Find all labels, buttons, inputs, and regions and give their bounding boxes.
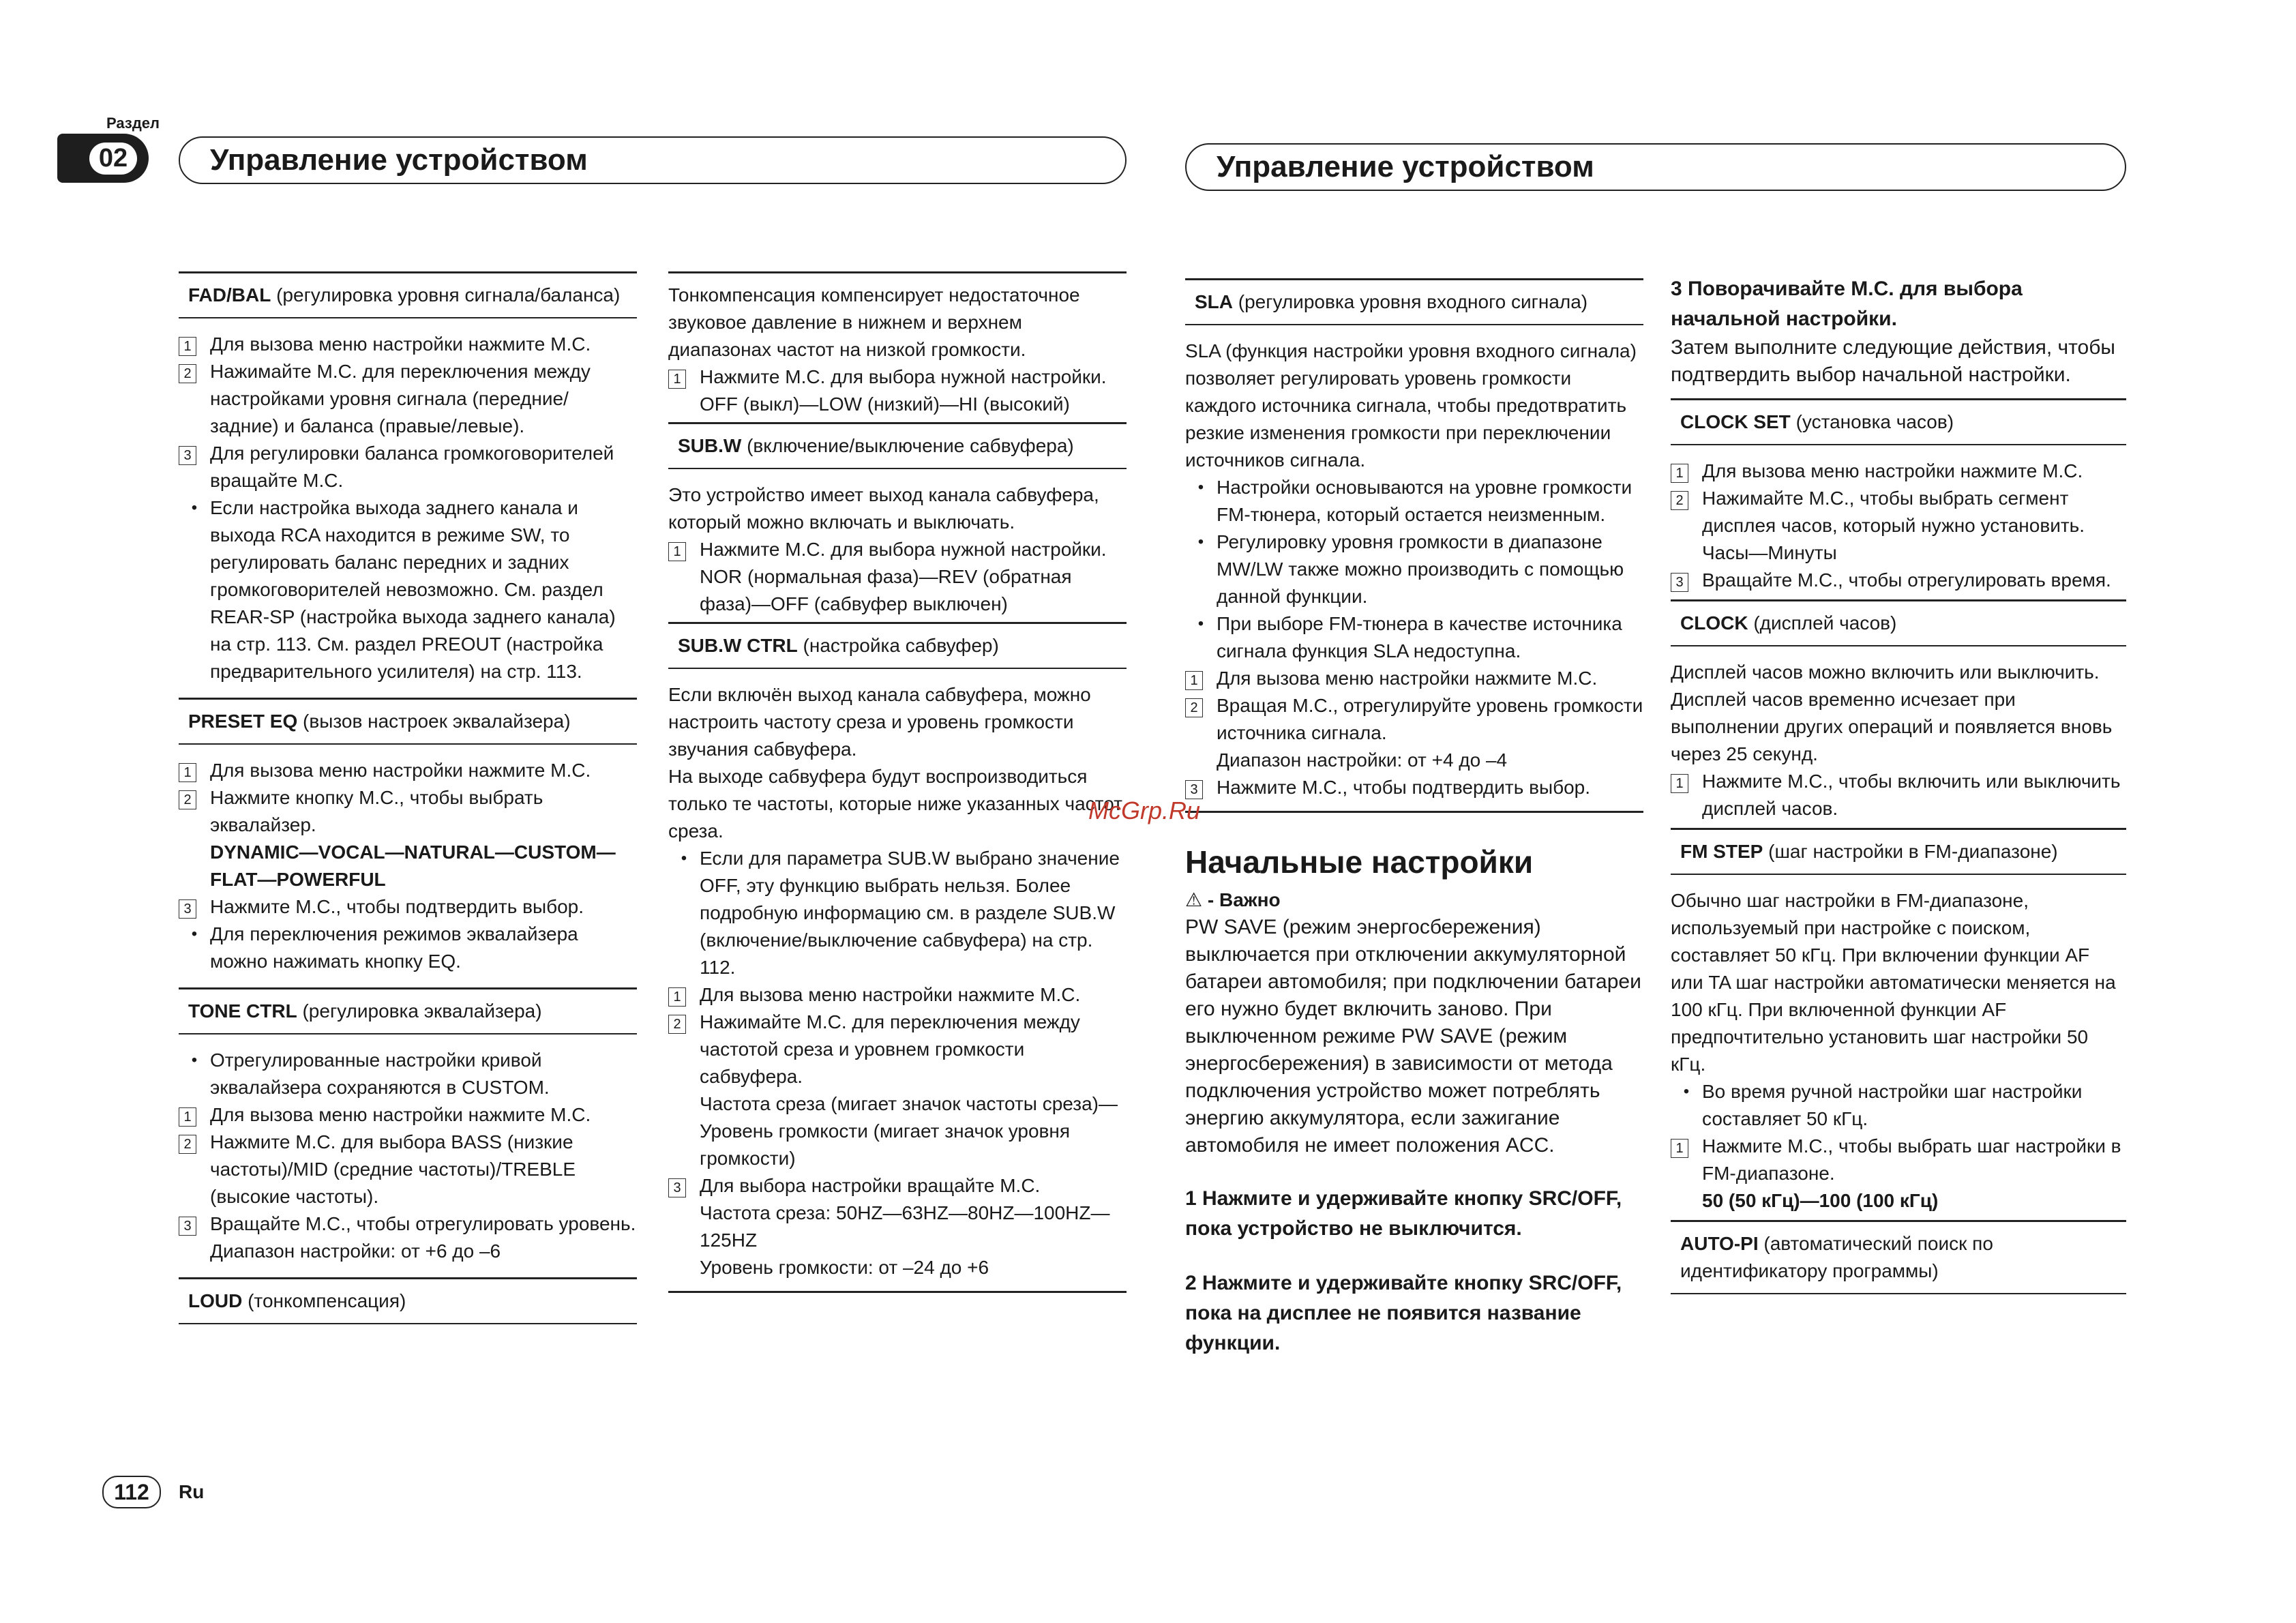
list-item: 1 Нажмите M.C. для выбора нужной настройки. <box>668 536 1127 563</box>
list-item: 1 Для вызова меню настройки нажмите M.C. <box>179 1101 637 1129</box>
list-item: 2 Нажимайте M.C., чтобы выбрать сегмент дисплея часов, который нужно установить. <box>1671 485 2126 539</box>
list-item: 3 Нажмите M.C., чтобы подтвердить выбор. <box>179 893 637 921</box>
list-item: 2 Нажмите кнопку M.C., чтобы выбрать эквалайзер. <box>179 784 637 839</box>
sla-heading: SLA (регулировка уровня входного сигнала) <box>1185 278 1643 325</box>
fm-step-heading: FM STEP (шаг настройки в FM-диапазоне) <box>1671 828 2126 875</box>
column-4: 3 Поворачивайте M.C. для выбора начальной настройки. Затем выполните следующие действия, чтобы подтвердить выбор начальной настройки. CLOCK SET (установка часов) 1 Для вызова меню настройки нажмите M.C. 2 Нажимайте M.C., чтобы выбрать сегмент дисплея часов, который нужно установить. Часы—Минуты 3 Вращайте M.C., чтобы отрегулировать время. CLOCK (дисплей часов) Дисплей часов можно включить или выключить. Дисплей часов временно исчезает при выполнении других операций и появляется вновь через 25 секунд. 1 Нажмите M.C., чтобы включить или выключить дисплей часов. FM STEP (шаг настройки в FM-диапазоне) Обычно шаг настройки в FM-диапазоне, используемый при настройке с поиском, составляет 50 кГц. При включении функции AF или TA шаг настройки автоматически меняется на 100 кГц. При включенной функции AF предпочтительно установить шаг настройки 50 кГц. • Во время ручной настройки шаг настройки составляет 50 кГц. 1 Нажмите M.C., чтобы выбрать шаг настройки в FM-диапазоне. 50 (50 кГц)—100 (100 кГц) AUTO-PI (автоматический поиск по идентификатору программы) <box>1671 274 2126 1307</box>
important-note: ⚠ - Важно <box>1185 889 1281 910</box>
loud-heading: LOUD (тонкомпенсация) <box>179 1277 637 1324</box>
bullet-item: • Если для параметра SUB.W выбрано значение OFF, эту функцию выбрать нельзя. Более подробную информацию см. в разделе SUB.W (включение/выключение сабвуфера) на стр. 112. <box>681 848 1120 978</box>
header-right-title: Управление устройством <box>1217 150 1594 183</box>
list-item: 2 Нажмите M.C. для выбора BASS (низкие частоты)/MID (средние частоты)/TREBLE (высокие частоты). <box>179 1129 637 1210</box>
header-left <box>179 136 1127 184</box>
clock-heading: CLOCK (дисплей часов) <box>1671 599 2126 646</box>
clock-set-heading: CLOCK SET (установка часов) <box>1671 398 2126 445</box>
header-left-title: Управление устройством <box>210 143 588 177</box>
fad-bal-heading <box>179 271 637 318</box>
bullet-item: • Настройки основываются на уровне громкости FM-тюнера, который остается неизменным. <box>1197 477 1632 525</box>
loud-text: Тонкомпенсация компенсирует недостаточное звуковое давление в нижнем и верхнем диапазонах частот на низкой громкости. <box>668 284 1080 360</box>
list-item: 2 Нажимайте M.C. для переключения между частотой среза и уровнем громкости сабвуфера. <box>668 1009 1127 1090</box>
bullet-item: • Во время ручной настройки шаг настройки составляет 50 кГц. <box>1683 1081 2083 1129</box>
header-right <box>1185 143 2126 191</box>
list-item: 3 Вращайте M.C., чтобы отрегулировать время. <box>1671 567 2126 594</box>
list-item: 2 Нажимайте M.C. для переключения между настройками уровня сигнала (передние/задние) и баланса (правые/левые). <box>179 358 637 440</box>
list-item: 1 Нажмите M.C., чтобы выбрать шаг настройки в FM-диапазоне. <box>1671 1133 2126 1187</box>
bullet-item: • Если настройка выхода заднего канала и выхода RCA находится в режиме SW, то регулировать баланс передних и задних громкоговорителей невозможно. См. раздел REAR-SP (настройка выхода заднего канала) на стр. 113. См. раздел PREOUT (настройка предварительного усилителя) на стр. 113. <box>191 497 616 682</box>
list-item: 1 Для вызова меню настройки нажмите M.C. <box>668 981 1127 1009</box>
watermark: McGrp.Ru <box>1088 796 1201 824</box>
page-number: 112 <box>102 1476 161 1508</box>
list-item: 3 Для регулировки баланса громкоговорителей вращайте M.C. <box>179 440 637 494</box>
eq-options: DYNAMIC—VOCAL—NATURAL—CUSTOM—FLAT—POWERFUL <box>210 842 616 890</box>
bullet-item: • Регулировку уровня громкости в диапазоне MW/LW также можно производить с помощью данной функции. <box>1197 531 1624 607</box>
list-item: 1 Для вызова меню настройки нажмите M.C. <box>1185 665 1643 692</box>
step-3: 3 Поворачивайте M.C. для выбора начальной настройки. <box>1671 278 2023 330</box>
list-item: 1 Нажмите M.C. для выбора нужной настройки. <box>668 363 1127 391</box>
fad-bal-desc: (регулировка уровня сигнала/баланса) <box>276 284 621 306</box>
language-code: Ru <box>179 1481 205 1502</box>
list-item: 3 Нажмите M.C., чтобы подтвердить выбор. <box>1185 774 1643 801</box>
warning-icon: ⚠ <box>1185 889 1203 910</box>
section-label: Раздел <box>106 115 160 132</box>
section-number: 02 <box>89 143 137 175</box>
list-item: 2 Вращая M.C., отрегулируйте уровень громкости источника сигнала. <box>1185 692 1643 747</box>
subw-heading: SUB.W (включение/выключение сабвуфера) <box>668 422 1127 469</box>
column-1: FAD/BAL (регулировка уровня сигнала/баланса) 1 Для вызова меню настройки нажмите M.C. 2 Нажимайте M.C. для переключения между настройками уровня сигнала (передние/задние) и баланса (правые/левые). 3 Для регулировки баланса громкоговорителей вращайте M.C. • Если настройка выхода заднего канала и выхода RCA находится в режиме SW, то регулировать баланс передних и задних громкоговорителей невозможно. См. раздел REAR-SP (настройка выхода заднего канала) на стр. 113. См. раздел PREOUT (настройка предварительного усилителя) на стр. 113. PRESET EQ (вызов настроек эквалайзера) 1 Для вызова меню настройки нажмите M.C. 2 Нажмите кнопку M.C., чтобы выбрать эквалайзер. DYNAMIC—VOCAL—NATURAL—CUSTOM—FLAT—POWERFUL 3 Нажмите M.C., чтобы подтвердить выбор. • Для переключения режимов эквалайзера можно нажимать кнопку EQ. TONE CTRL (регулировка эквалайзера) • Отрегулированные настройки кривой эквалайзера сохраняются в CUSTOM. 1 Для вызова меню настройки нажмите M.C. 2 Нажмите M.C. для выбора BASS (низкие частоты)/MID (средние частоты)/TREBLE (высокие частоты). 3 Вращайте M.C., чтобы отрегулировать уровень. Диапазон настройки: от +6 до –6 LOUD (тонкомпенсация) <box>179 271 637 1337</box>
list-item: 1 Для вызова меню настройки нажмите M.C. <box>179 331 637 358</box>
fad-bal-title: FAD/BAL <box>188 284 271 306</box>
auto-pi-heading: AUTO-PI (автоматический поиск по идентификатору программы) <box>1671 1220 2126 1294</box>
bullet-item: • При выборе FM-тюнера в качестве источника сигнала функция SLA недоступна. <box>1197 613 1622 661</box>
section-badge <box>57 134 149 183</box>
step-2: 2 Нажмите и удерживайте кнопку SRC/OFF, пока на дисплее не появится название функции. <box>1185 1272 1622 1354</box>
list-item: 3 Для выбора настройки вращайте M.C. <box>668 1172 1127 1200</box>
step-1: 1 Нажмите и удерживайте кнопку SRC/OFF, пока устройство не выключится. <box>1185 1187 1622 1240</box>
bullet-item: • Для переключения режимов эквалайзера можно нажимать кнопку EQ. <box>191 923 578 972</box>
column-3: SLA (регулировка уровня входного сигнала) SLA (функция настройки уровня входного сигнала) позволяет регулировать уровень громкости каждого источника сигнала, чтобы предотвратить резкие изменения громкости при переключении источников сигнала. • Настройки основываются на уровне громкости FM-тюнера, который остается неизменным. • Регулировку уровня громкости в диапазоне MW/LW также можно производить с помощью данной функции. • При выборе FM-тюнера в качестве источника сигнала функция SLA недоступна. 1 Для вызова меню настройки нажмите M.C. 2 Вращая M.C., отрегулируйте уровень громкости источника сигнала. Диапазон настройки: от +4 до –4 3 Нажмите M.C., чтобы подтвердить выбор. Начальные настройки ⚠ - Важно PW SAVE (режим энергосбережения) выключается при отключении аккумуляторной батареи автомобиля; при подключении батареи его нужно будет включить заново. При выключенном режиме PW SAVE (режим энергосбережения) в зависимости от метода подключения устройство может потреблять энергию аккумулятора, если зажигание автомобиля не имеет положения ACC. 1 Нажмите и удерживайте кнопку SRC/OFF, пока устройство не выключится. 2 Нажмите и удерживайте кнопку SRC/OFF, пока на дисплее не появится название функции. <box>1185 278 1643 1358</box>
list-item: 1 Нажмите M.C., чтобы включить или выключить дисплей часов. <box>1671 768 2126 822</box>
list-item: 1 Для вызова меню настройки нажмите M.C. <box>1671 458 2126 485</box>
tone-ctrl-heading: TONE CTRL (регулировка эквалайзера) <box>179 987 637 1034</box>
list-item: 1 Для вызова меню настройки нажмите M.C. <box>179 757 637 784</box>
bullet-item: • Отрегулированные настройки кривой эквалайзера сохраняются в CUSTOM. <box>191 1049 550 1098</box>
list-item: 3 Вращайте M.C., чтобы отрегулировать уровень. <box>179 1210 637 1238</box>
initial-settings-title: Начальные настройки <box>1185 844 1534 880</box>
subw-ctrl-heading: SUB.W CTRL (настройка сабвуфер) <box>668 622 1127 669</box>
preset-eq-heading: PRESET EQ (вызов настроек эквалайзера) <box>179 698 637 745</box>
column-2: Тонкомпенсация компенсирует недостаточное звуковое давление в нижнем и верхнем диапазонах частот на низкой громкости. 1 Нажмите M.C. для выбора нужной настройки. OFF (выкл)—LOW (низкий)—HI (высокий) SUB.W (включение/выключение сабвуфера) Это устройство имеет выход канала сабвуфера, который можно включать и выключать. 1 Нажмите M.C. для выбора нужной настройки. NOR (нормальная фаза)—REV (обратная фаза)—OFF (сабвуфер выключен) SUB.W CTRL (настройка сабвуфер) Если включён выход канала сабвуфера, можно настроить частоту среза и уровень громкости звучания сабвуфера. На выходе сабвуфера будут воспроизводиться только те частоты, которые ниже указанных частот среза. • Если для параметра SUB.W выбрано значение OFF, эту функцию выбрать нельзя. Более подробную информацию см. в разделе SUB.W (включение/выключение сабвуфера) на стр. 112. 1 Для вызова меню настройки нажмите M.C. 2 Нажимайте M.C. для переключения между частотой среза и уровнем громкости сабвуфера. Частота среза (мигает значок частоты среза)—Уровень громкости (мигает значок уровня громкости) 3 Для выбора настройки вращайте M.C. Частота среза: 50HZ—63HZ—80HZ—100HZ—125HZ Уровень громкости: от –24 до +6 <box>668 271 1127 1293</box>
